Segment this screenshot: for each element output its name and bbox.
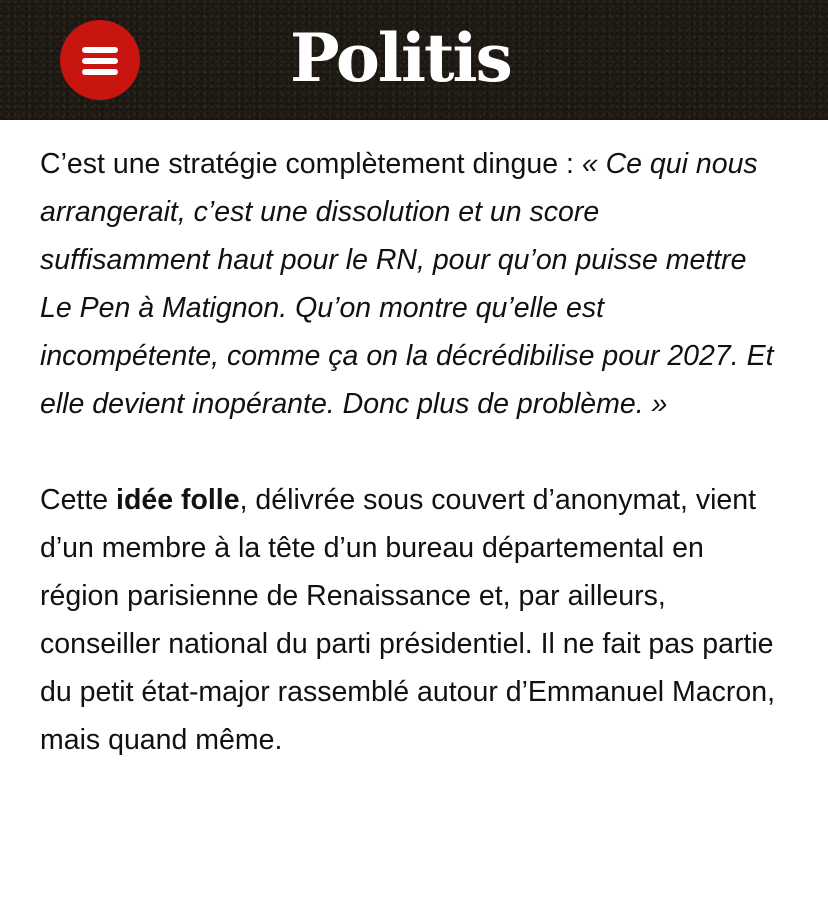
quoted-statement: « Ce qui nous arrangerait, c’est une dissolution et un score suffisamment haut pour le RN, pour qu’on puisse mettre Le Pen à Matignon. Qu’on montre qu’elle est incompétente, comme ça on la décrédibilise pour 2027. Et elle devient inopérante. Donc plus de problème. » <box>40 148 774 420</box>
bold-emphasis: idée folle <box>116 484 240 516</box>
article-paragraph <box>40 140 775 428</box>
hamburger-menu-icon <box>82 47 118 53</box>
article-paragraph <box>40 476 775 764</box>
paragraph-text-start: Cette <box>40 484 117 516</box>
article-body <box>40 140 775 764</box>
hamburger-menu-icon-bar <box>82 69 118 75</box>
menu-button[interactable] <box>60 20 140 100</box>
hamburger-menu-icon-bar <box>82 58 118 64</box>
site-header <box>0 0 828 120</box>
site-logo[interactable]: Politis <box>290 19 511 97</box>
paragraph-lead-text: C’est une stratégie complètement dingue : <box>40 148 582 180</box>
paragraph-text-end: , délivrée sous couvert d’anonymat, vient d’un membre à la tête d’un bureau départemental en région parisienne de Renaissance et, par ailleurs, conseiller national du parti présidentiel. Il ne fait pas partie du petit état-major rassemblé autour d’Emmanuel Macron, mais quand même. <box>40 484 776 756</box>
